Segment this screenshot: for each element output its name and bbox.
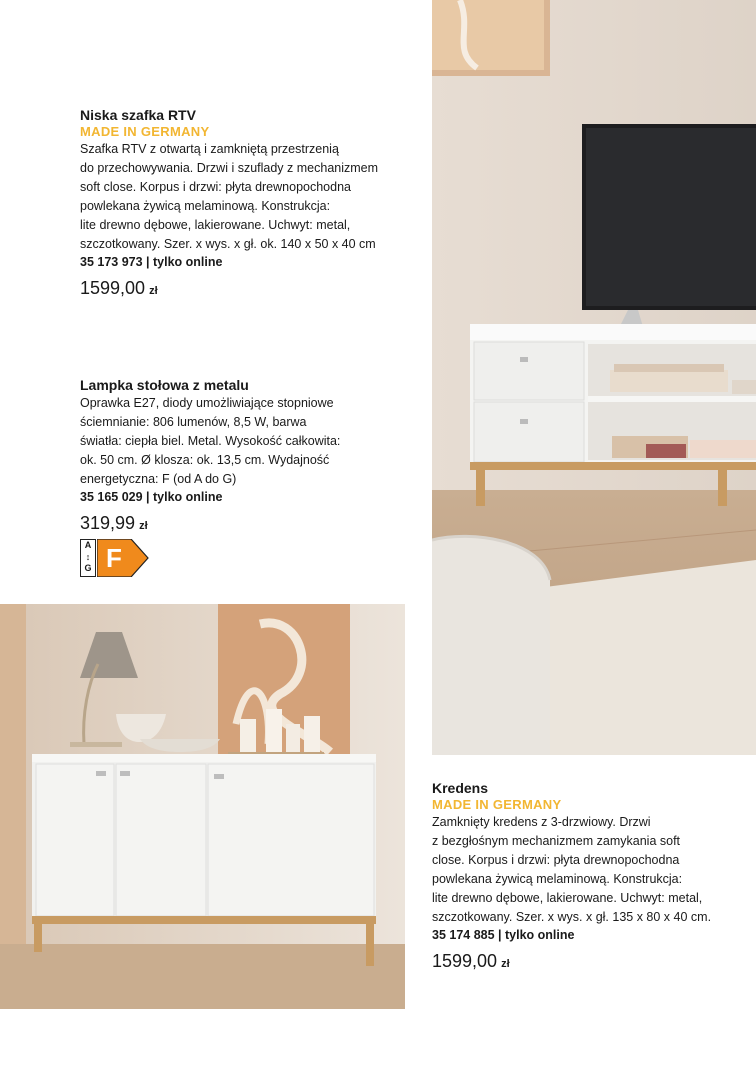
price-currency: zł bbox=[139, 520, 148, 532]
tv-room-illustration bbox=[432, 0, 756, 755]
tv-cabinet-photo bbox=[432, 0, 756, 755]
description-line: soft close. Korpus i drzwi: płyta drewnopochodna bbox=[80, 180, 351, 194]
description-line: Szafka RTV z otwartą i zamkniętą przestrzenią bbox=[80, 142, 339, 156]
product-sideboard bbox=[432, 780, 752, 975]
description-line: do przechowywania. Drzwi i szuflady z mechanizmem bbox=[80, 161, 379, 175]
product-title: Niska szafka RTV bbox=[80, 107, 196, 123]
energy-grade-arrow-icon bbox=[97, 539, 149, 577]
product-description bbox=[432, 813, 752, 927]
description-line: Oprawka E27, diody umożliwiające stopniowe bbox=[80, 396, 334, 410]
description-line: powlekana żywicą melaminową. Konstrukcja: bbox=[432, 872, 683, 886]
made-in-badge: MADE IN GERMANY bbox=[80, 124, 210, 139]
energy-label bbox=[80, 539, 148, 577]
product-title: Lampka stołowa z metalu bbox=[80, 377, 249, 393]
product-price bbox=[432, 950, 752, 975]
energy-scale-bottom: G bbox=[84, 563, 92, 573]
description-line: energetyczna: F (od A do G) bbox=[80, 472, 237, 486]
product-title: Kredens bbox=[432, 780, 489, 796]
description-line: powlekana żywicą melaminową. Konstrukcja: bbox=[80, 199, 331, 213]
description-line: lite drewno dębowe, lakierowane. Uchwyt: metal, bbox=[432, 891, 703, 905]
description-line: lite drewno dębowe, lakierowane. Uchwyt: metal, bbox=[80, 218, 351, 232]
price-value: 1599,00 bbox=[80, 278, 146, 298]
description-line: szczotkowany. Szer. x wys. x gł. ok. 140 x 50 x 40 cm bbox=[80, 237, 376, 251]
price-currency: zł bbox=[501, 958, 510, 970]
energy-arrow-icon: ↕ bbox=[85, 552, 91, 562]
description-line: close. Korpus i drzwi: płyta drewnopochodna bbox=[432, 853, 680, 867]
price-value: 319,99 bbox=[80, 513, 136, 533]
description-line: światła: ciepła biel. Metal. Wysokość całkowita: bbox=[80, 434, 341, 448]
product-tv-cabinet bbox=[80, 107, 420, 302]
product-sku: 35 174 885 | tylko online bbox=[432, 928, 575, 942]
description-line: z bezgłośnym mechanizmem zamykania soft bbox=[432, 834, 681, 848]
energy-scale-top: A bbox=[84, 540, 92, 550]
description-line: Zamknięty kredens z 3-drzwiowy. Drzwi bbox=[432, 815, 651, 829]
price-currency: zł bbox=[149, 285, 158, 297]
product-sku: 35 165 029 | tylko online bbox=[80, 490, 223, 504]
description-line: ok. 50 cm. Ø klosza: ok. 13,5 cm. Wydajność bbox=[80, 453, 330, 467]
energy-grade: F bbox=[106, 543, 122, 573]
product-table-lamp bbox=[80, 377, 420, 537]
sideboard-photo bbox=[0, 604, 405, 1009]
sideboard-room-illustration bbox=[0, 604, 405, 1009]
product-price bbox=[80, 277, 420, 302]
made-in-badge: MADE IN GERMANY bbox=[432, 797, 562, 812]
description-line: szczotkowany. Szer. x wys. x gł. 135 x 80 x 40 cm. bbox=[432, 910, 712, 924]
description-line: ściemnianie: 806 lumenów, 8,5 W, barwa bbox=[80, 415, 307, 429]
price-value: 1599,00 bbox=[432, 951, 498, 971]
product-price bbox=[80, 512, 420, 537]
energy-scale bbox=[80, 539, 96, 577]
product-sku: 35 173 973 | tylko online bbox=[80, 255, 223, 269]
product-description bbox=[80, 394, 420, 489]
product-description bbox=[80, 140, 420, 254]
